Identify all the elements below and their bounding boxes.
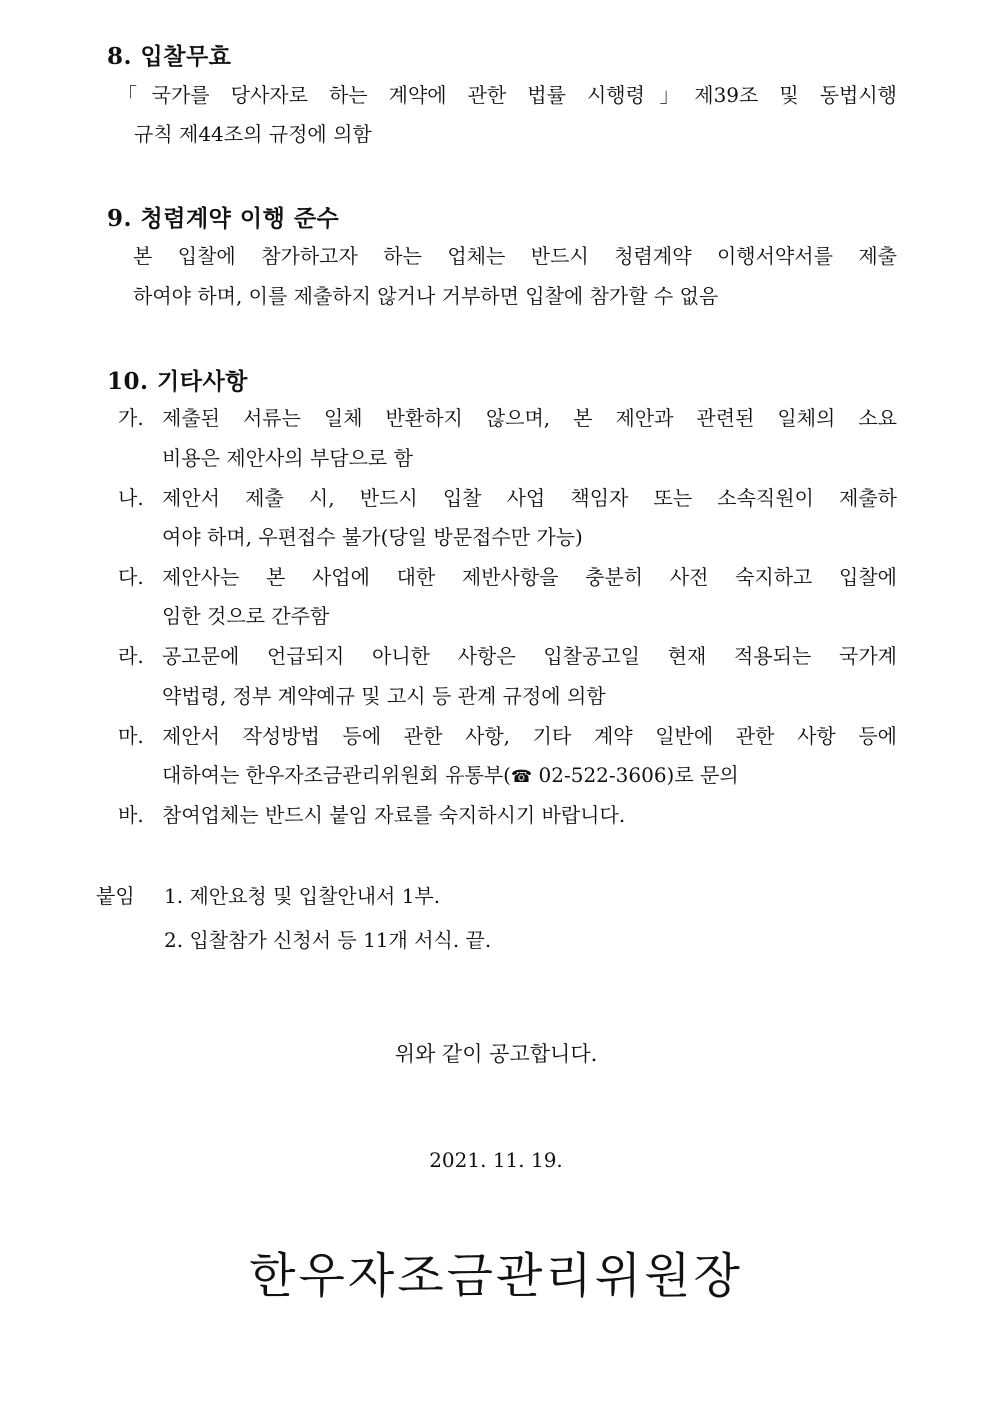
item-ma-line-2-prefix: 대하여는 한우자조금관리위원회 유통부( [162,763,511,787]
section-8-line-1: 「국가를 당사자로 하는 계약에 관한 법률 시행령」제39조 및 동법시행 [117,83,897,107]
item-ma-line-2 [162,765,739,786]
item-marker-ra: 라. [118,644,144,668]
section-9-heading: 9. 청렴계약 이행 준수 [107,205,340,232]
item-ra-line-2: 약법령, 정부 계약예규 및 고시 등 관계 규정에 의함 [162,684,606,708]
section-9-line-2: 하여야 하며, 이를 제출하지 않거나 거부하면 입찰에 참가할 수 없음 [133,284,719,308]
closing-statement: 위와 같이 공고합니다. [394,1042,598,1066]
item-da-line-2: 임한 것으로 간주함 [162,604,330,628]
item-ra-line-1: 공고문에 언급되지 아니한 사항은 입찰공고일 현재 적용되는 국가계 [162,644,897,668]
section-8-heading: 8. 입찰무효 [107,43,232,70]
notice-date: 2021. 11. 19. [429,1148,563,1172]
item-na-line-2: 여야 하며, 우편접수 불가(당일 방문접수만 가능) [162,525,583,549]
item-ma-line-2-suffix: 02-522-3606)로 문의 [532,763,739,787]
item-na-line-1: 제안서 제출 시, 반드시 입찰 사업 책임자 또는 소속직원이 제출하 [162,486,897,510]
item-marker-na: 나. [118,486,144,510]
item-ga-line-2: 비용은 제안사의 부담으로 함 [162,446,413,470]
item-marker-da: 다. [118,565,144,589]
telephone-icon: ☎ [510,767,533,787]
item-ba-line-1: 참여업체는 반드시 붙임 자료를 숙지하시기 바랍니다. [162,803,626,827]
attachment-label: 붙임 [96,884,135,908]
section-8-line-2: 규칙 제44조의 규정에 의함 [134,122,372,146]
item-marker-ma: 마. [118,724,144,748]
section-9-line-1: 본 입찰에 참가하고자 하는 업체는 반드시 청렴계약 이행서약서를 제출 [133,244,897,268]
section-10-heading: 10. 기타사항 [107,368,248,395]
item-marker-ga: 가. [118,406,144,430]
item-ga-line-1: 제출된 서류는 일체 반환하지 않으며, 본 제안과 관련된 일체의 소요 [162,406,897,430]
attachment-item-1: 1. 제안요청 및 입찰안내서 1부. [164,884,441,908]
item-marker-ba: 바. [118,803,144,827]
attachment-item-2: 2. 입찰참가 신청서 등 11개 서식. 끝. [164,928,492,952]
item-da-line-1: 제안사는 본 사업에 대한 제반사항을 충분히 사전 숙지하고 입찰에 [162,565,897,589]
issuer-signature: 한우자조금관리위원장 [249,1248,743,1304]
item-ma-line-1: 제안서 작성방법 등에 관한 사항, 기타 계약 일반에 관한 사항 등에 [162,724,897,748]
